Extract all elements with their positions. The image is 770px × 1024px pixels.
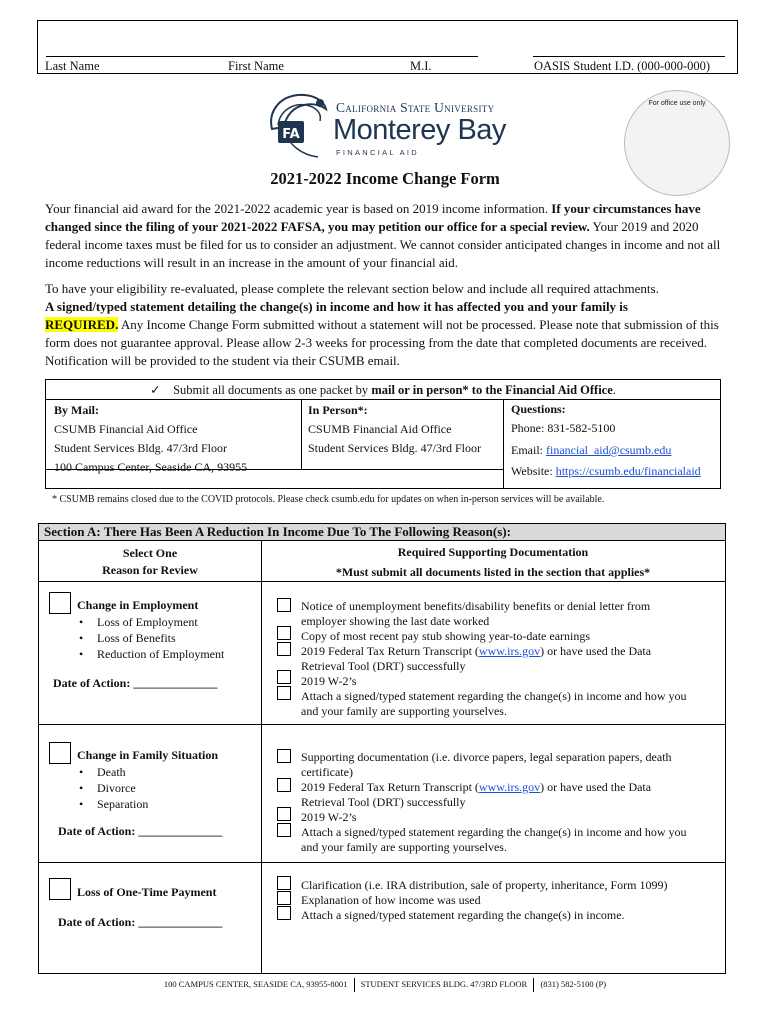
loss-of-payment-reason: Loss of One-Time Payment: [77, 885, 217, 899]
doc-checkbox[interactable]: [277, 876, 291, 890]
irs-link[interactable]: www.irs.gov: [478, 644, 541, 658]
reason-column-header: Select One Reason for Review: [102, 546, 198, 577]
footer-phone: (831) 582-5100 (P): [540, 978, 607, 989]
last-name-label: Last Name: [45, 59, 100, 73]
doc-checkbox[interactable]: [277, 686, 291, 700]
documentation-column-header: Required Supporting Documentation *Must submit all documents listed in the section that applies*: [335, 545, 651, 579]
doc-checkbox[interactable]: [277, 891, 291, 905]
questions-block: Questions: Phone: 831-582-5100 Email: financial_aid@csumb.edu Website: https://csumb.edu/financialaid: [511, 402, 701, 478]
change-in-employment-reason: Change in Employment • Loss of Employment • Loss of Benefits • Reduction of Employment: [77, 597, 224, 662]
employment-date-of-action[interactable]: Date of Action: ______________: [53, 676, 218, 690]
footer-address: 100 CAMPUS CENTER, SEASIDE CA, 93955-8001: [163, 978, 348, 989]
payment-date-of-action[interactable]: Date of Action: ______________: [58, 915, 223, 929]
logo-campus-name: Monterey Bay: [333, 114, 506, 146]
footer-building: STUDENT SERVICES BLDG. 47/3RD FLOOR: [360, 978, 528, 989]
email-link[interactable]: financial_aid@csumb.edu: [546, 443, 672, 457]
divider: [533, 978, 534, 992]
divider: [261, 541, 262, 973]
by-mail-block: By Mail: CSUMB Financial Aid Office Student Services Bldg. 47/3rd Floor 100 Campus Center, Seaside CA, 93955: [54, 403, 248, 474]
office-use-label: For office use only: [648, 100, 706, 107]
doc-checkbox[interactable]: [277, 823, 291, 837]
first-name-label: First Name: [228, 59, 284, 73]
logo-university-name: California State University: [336, 100, 495, 115]
doc-checkbox[interactable]: [277, 807, 291, 821]
oasis-id-label: OASIS Student I.D. (000-000-000): [534, 59, 711, 73]
irs-link[interactable]: www.irs.gov: [478, 780, 541, 794]
employment-documents: Notice of unemployment benefits/disability benefits or denial letter from employer showing the last date worked Copy of most recent pay stub showing year-to-date earnings 2019 Federal Tax Return Transcript (www.irs.gov) or have used the Data Retrieval Tool (DRT) successfully 2019 W-2’s Attach a signed/typed statement regarding the change(s) in income and how you and your family are supporting yourselves.: [301, 599, 687, 718]
doc-checkbox[interactable]: [277, 670, 291, 684]
section-a-table: [38, 523, 726, 974]
list-item: • Separation: [77, 796, 218, 812]
change-in-family-reason: Change in Family Situation • Death • Divorce • Separation: [77, 747, 218, 812]
change-in-employment-checkbox[interactable]: [49, 592, 71, 614]
covid-note: * CSUMB remains closed due to the COVID protocols. Please check csumb.edu for updates on when in-person services will be available.: [52, 494, 605, 505]
doc-checkbox[interactable]: [277, 626, 291, 640]
doc-checkbox[interactable]: [277, 906, 291, 920]
doc-checkbox[interactable]: [277, 642, 291, 656]
section-a-title: Section A: There Has Been A Reduction In Income Due To The Following Reason(s):: [39, 524, 725, 541]
list-item: • Loss of Employment: [77, 614, 224, 630]
checkmark-icon: ✓: [150, 383, 161, 397]
divider: [301, 400, 302, 469]
family-documents: Supporting documentation (i.e. divorce papers, legal separation papers, death certificate) 2019 Federal Tax Return Transcript (www.irs.gov) or have used the Data Retrieval Tool (DRT) successfully 2019 W-2’s Attach a signed/typed statement regarding the change(s) in income and how you and your family are supporting yourselves.: [301, 750, 687, 854]
submission-instruction: ✓ Submit all documents as one packet by mail or in person* to the Financial Aid Office.: [46, 380, 720, 400]
in-person-block: In Person*: CSUMB Financial Aid Office Student Services Bldg. 47/3rd Floor: [308, 403, 481, 455]
intro-paragraph-2: To have your eligibility re-evaluated, please complete the relevant section below and include all required attachments. A signed/typed statement detailing the change(s) in income and how it has affected you and your family is REQUIRED. Any Income Change Form submitted without a statement will not be processed. Please note that submission of this form does not guarantee approval. Please allow 2-3 weeks for processing from the date that completed documents are received. Notification will be provided to the student via their CSUMB email.: [45, 281, 719, 368]
logo-badge-text: FA: [282, 127, 300, 142]
oasis-id-line[interactable]: [533, 56, 725, 57]
divider: [39, 862, 725, 863]
logo-department-name: FINANCIAL AID: [336, 148, 419, 157]
doc-checkbox[interactable]: [277, 598, 291, 612]
mi-label: M.I.: [410, 59, 432, 73]
change-in-family-checkbox[interactable]: [49, 742, 71, 764]
name-line[interactable]: [46, 56, 478, 57]
doc-checkbox[interactable]: [277, 778, 291, 792]
required-highlight: REQUIRED.: [45, 317, 119, 332]
divider: [503, 400, 504, 489]
page-title: 2021-2022 Income Change Form: [270, 169, 500, 188]
loss-of-payment-checkbox[interactable]: [49, 878, 71, 900]
submission-info-table: [45, 379, 721, 489]
divider: [39, 724, 725, 725]
page-footer: [0, 978, 770, 992]
divider: [354, 978, 355, 992]
list-item: • Divorce: [77, 780, 218, 796]
payment-documents: Clarification (i.e. IRA distribution, sale of property, inheritance, Form 1099) Explanation of how income was used Attach a signed/typed statement regarding the change(s) in income.: [301, 878, 668, 922]
family-date-of-action[interactable]: Date of Action: ______________: [58, 824, 223, 838]
otter-logo-icon: [258, 85, 338, 165]
doc-checkbox[interactable]: [277, 749, 291, 763]
website-link[interactable]: https://csumb.edu/financialaid: [555, 464, 701, 478]
list-item: • Reduction of Employment: [77, 646, 224, 662]
intro-paragraph-1: Your financial aid award for the 2021-2022 academic year is based on 2019 income information. If your circumstances have changed since the filing of your 2021-2022 FAFSA, you may petition our office for a special review. Your 2019 and 2020 federal income taxes must be filed for us to consider an adjustment. We cannot consider anticipated changes in income and not all income reductions will result in an increase in the amount of your financial aid.: [45, 201, 721, 270]
list-item: • Loss of Benefits: [77, 630, 224, 646]
list-item: • Death: [77, 764, 218, 780]
